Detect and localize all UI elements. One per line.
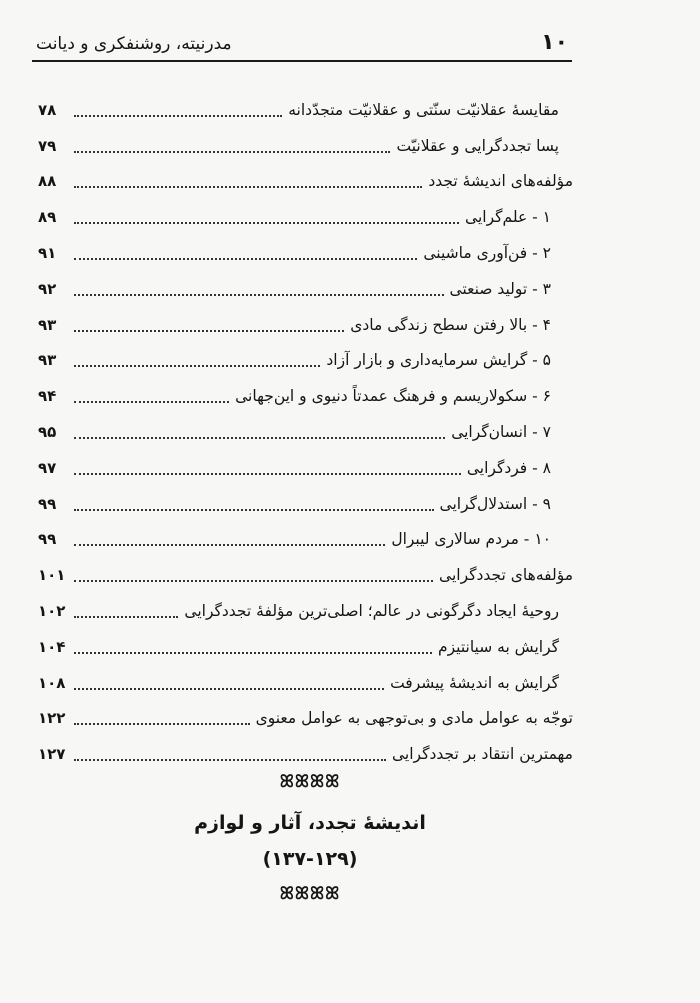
- toc-entry-page: ۷۸: [38, 100, 57, 119]
- toc-entry-page: ۷۹: [38, 136, 57, 155]
- ornament-top: ꕤꕤꕤꕤ: [279, 772, 341, 792]
- toc-entry: [38, 701, 573, 737]
- toc-entry-title: مؤلفه‌های تجددگرایی: [439, 566, 573, 585]
- toc-entry-title: گرایش به سیانتیزم: [438, 637, 559, 656]
- toc-entry-page: ۸۸: [38, 172, 57, 191]
- toc-entry-title: ۶ - سکولاریسم و فرهنگ عمدتاً دنیوی و این‌جهانی: [235, 387, 551, 406]
- toc-entry-title: ۲ - فن‌آوری ماشینی: [423, 244, 551, 263]
- section-page-range: (۱۳۷-۱۲۹): [262, 848, 358, 870]
- dot-leader: [74, 580, 433, 582]
- toc-entry-title: روحیۀ ایجاد دگرگونی در عالم؛ اصلی‌ترین مؤلفۀ تجددگرایی: [184, 602, 559, 621]
- toc-entry: [38, 736, 573, 772]
- toc-entry: [38, 665, 573, 701]
- toc-entry: [38, 271, 573, 307]
- toc-entry: [38, 92, 573, 128]
- dot-leader: [74, 151, 390, 153]
- toc-entry-title: توجّه به عوامل مادی و بی‌توجهی به عوامل معنوی: [255, 709, 573, 728]
- toc-entry-page: ۹۳: [38, 315, 57, 334]
- section-title: اندیشۀ تجدد، آثار و لوازم: [194, 812, 426, 834]
- toc-entry: [38, 414, 573, 450]
- toc-entry: [38, 486, 573, 522]
- running-title: مدرنیته، روشنفکری و دیانت: [36, 34, 232, 54]
- dot-leader: [74, 294, 444, 296]
- toc-entry-title: مؤلفه‌های اندیشۀ تجدد: [428, 172, 573, 191]
- toc-entry: [38, 378, 573, 414]
- dot-leader: [74, 723, 250, 725]
- toc-entry-title: ۱ - علم‌گرایی: [465, 208, 551, 227]
- toc-entry-page: ۱۰۴: [38, 637, 66, 656]
- dot-leader: [74, 509, 434, 511]
- dot-leader: [74, 544, 385, 546]
- toc-entry-page: ۹۷: [38, 458, 57, 477]
- toc-entry: [38, 629, 573, 665]
- dot-leader: [74, 365, 320, 367]
- header-divider: [32, 60, 572, 62]
- toc-entry-page: ۹۲: [38, 279, 57, 298]
- toc-entry-page: ۱۲۷: [38, 745, 66, 764]
- dot-leader: [74, 759, 386, 761]
- toc-entry: [38, 164, 573, 200]
- table-of-contents: [38, 92, 573, 772]
- toc-entry-title: ۳ - تولید صنعتی: [449, 279, 551, 298]
- toc-entry: [38, 343, 573, 379]
- dot-leader: [74, 222, 459, 224]
- toc-entry: [38, 450, 573, 486]
- toc-entry-title: مقایسۀ عقلانیّت سنّتی و عقلانیّت متجدّدانه: [288, 100, 559, 119]
- toc-entry-page: ۹۱: [38, 244, 57, 263]
- toc-entry-page: ۹۹: [38, 530, 57, 549]
- toc-entry-title: ۵ - گرایش سرمایه‌داری و بازار آزاد: [326, 351, 551, 370]
- page-header: [32, 28, 572, 62]
- toc-entry-page: ۹۳: [38, 351, 57, 370]
- toc-entry-title: ۷ - انسان‌گرایی: [451, 423, 551, 442]
- toc-entry: [38, 235, 573, 271]
- toc-entry: [38, 128, 573, 164]
- toc-entry: [38, 593, 573, 629]
- dot-leader: [74, 401, 229, 403]
- toc-entry-title: ۱۰ - مردم سالاری لیبرال: [391, 530, 551, 549]
- toc-entry: [38, 557, 573, 593]
- toc-entry-title: ۸ - فردگرایی: [466, 458, 551, 477]
- toc-entry: [38, 307, 573, 343]
- toc-entry-page: ۱۰۲: [38, 602, 66, 621]
- toc-entry-page: ۱۰۱: [38, 566, 66, 585]
- toc-entry-page: ۹۴: [38, 387, 57, 406]
- dot-leader: [74, 473, 461, 475]
- dot-leader: [74, 688, 384, 690]
- dot-leader: [74, 115, 282, 117]
- toc-entry: [38, 199, 573, 235]
- toc-entry-title: گرایش به اندیشۀ پیشرفت: [390, 673, 559, 692]
- dot-leader: [74, 437, 445, 439]
- dot-leader: [74, 258, 417, 260]
- toc-entry-title: مهمترین انتقاد بر تجددگرایی: [392, 745, 573, 764]
- dot-leader: [74, 186, 422, 188]
- dot-leader: [74, 330, 344, 332]
- dot-leader: [74, 616, 178, 618]
- toc-entry-page: ۹۹: [38, 494, 57, 513]
- toc-entry-title: ۴ - بالا رفتن سطح زندگی مادی: [350, 315, 551, 334]
- dot-leader: [74, 652, 432, 654]
- toc-entry: [38, 522, 573, 558]
- toc-entry-title: پسا تجددگرایی و عقلانیّت: [396, 136, 559, 155]
- toc-entry-title: ۹ - استدلال‌گرایی: [439, 494, 551, 513]
- ornament-bottom: ꕤꕤꕤꕤ: [279, 884, 341, 904]
- toc-entry-page: ۸۹: [38, 208, 57, 227]
- page-number: ۱۰: [541, 30, 568, 55]
- toc-entry-page: ۹۵: [38, 423, 57, 442]
- toc-entry-page: ۱۰۸: [38, 673, 66, 692]
- toc-entry-page: ۱۲۲: [38, 709, 66, 728]
